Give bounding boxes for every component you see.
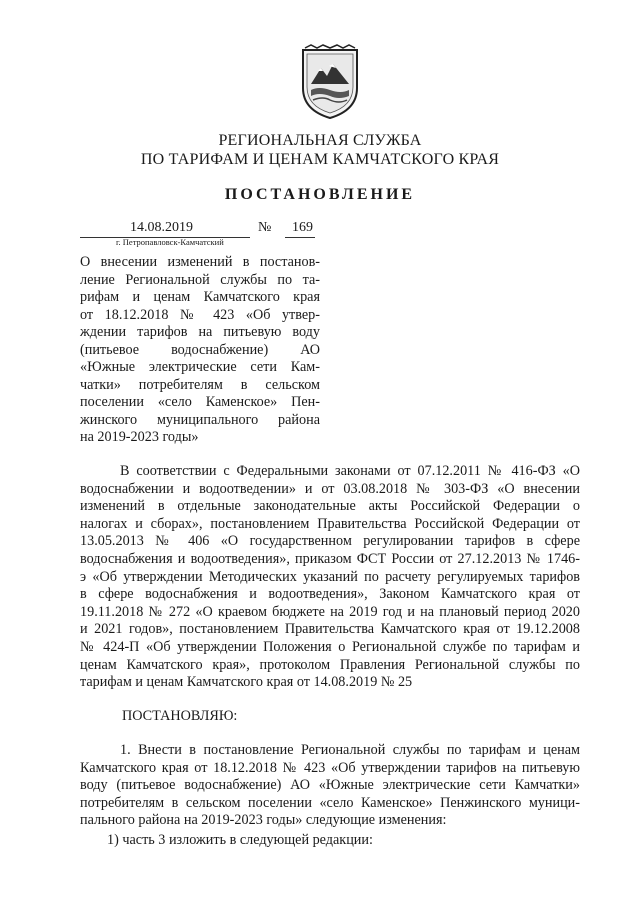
document-subject: [80, 254, 320, 447]
subject-line: О внесении изменений в постанов-: [80, 254, 320, 270]
subject-line: «Южные электрические сети Кам-: [80, 359, 320, 375]
item-1-paragraph: [80, 742, 580, 830]
subitem-1: 1) часть 3 изложить в следующей редакции:: [107, 832, 373, 848]
subject-line: ление Региональной службы по та-: [80, 271, 320, 288]
basis-line: изменений в отдельные законодательные акты Российской Федерации о: [80, 498, 580, 515]
basis-line: 19.11.2018 № 272 «О краевом бюджете на 2019 год и на плановый период 2020: [80, 603, 580, 620]
subject-line: ждении тарифов на питьевую воду: [80, 324, 320, 340]
date-number-line: [80, 220, 560, 250]
basis-line: № 424-П «Об утверждении Положения о Региональной службе по тарифам и: [80, 638, 580, 655]
resolve-heading: ПОСТАНОВЛЯЮ:: [122, 708, 238, 724]
document-number: 169: [292, 220, 313, 235]
organization-name-line1: РЕГИОНАЛЬНАЯ СЛУЖБА: [218, 132, 422, 149]
basis-line: и 2021 годов», постановлением Правительства Камчатского края от 19.12.2008: [80, 621, 580, 638]
document-date: 14.08.2019: [130, 220, 193, 235]
basis-line: ценам Камчатского края», протоколом Правления Региональной службы по: [80, 656, 580, 673]
subject-line: рифам и ценам Камчатского края: [80, 289, 320, 305]
organization-name-line2: ПО ТАРИФАМ И ЦЕНАМ КАМЧАТСКОГО КРАЯ: [140, 151, 500, 168]
subject-line: поселении «село Каменское» Пен-: [80, 394, 320, 410]
basis-line: налогах и сборах», постановлением Правительства Российской Федерации от: [80, 515, 580, 532]
basis-line: э «Об утверждении Методических указаний по расчету регулируемых тарифов: [80, 568, 580, 585]
item-1-line: потребителям в сельском поселении «село Каменское» Пенжинского муници-: [80, 794, 580, 811]
subject-line: чатки» потребителям в сельском: [80, 376, 320, 393]
basis-line: водоснабжения и водоотведения», приказом ФСТ России от 27.12.2013 № 1746-: [80, 550, 580, 567]
subject-line: жинского муниципального района: [80, 411, 320, 428]
subject-line: на 2019-2023 годы»: [80, 429, 199, 445]
subject-line: (питьевое водоснабжение) АО: [80, 341, 320, 358]
item-1-line: 1. Внести в постановление Региональной службы по тарифам и ценам: [120, 742, 580, 758]
item-1-line: пального района на 2019-2023 годы» следующие изменения:: [80, 812, 447, 829]
basis-line: в сфере водоснабжения и водоотведения», Законом Камчатского края от: [80, 586, 580, 603]
coat-of-arms-emblem: [299, 44, 361, 120]
basis-line: В соответствии с Федеральными законами от 07.12.2011 № 416-ФЗ «О: [120, 463, 580, 479]
basis-line: водоснабжении и водоотведении» и от 03.08.2018 № 303-ФЗ «О внесении: [80, 480, 580, 497]
number-underline: [285, 237, 315, 238]
basis-line: тарифам и ценам Камчатского края от 14.08.2019 № 25: [80, 674, 413, 691]
document-type: ПОСТАНОВЛЕНИЕ: [224, 186, 416, 203]
basis-line: 13.05.2013 № 406 «О государственном регулировании тарифов в сфере: [80, 533, 580, 550]
number-sign: №: [258, 220, 272, 235]
basis-paragraph: [80, 463, 580, 692]
item-1-line: Камчатского края от 18.12.2018 № 423 «Об утверждении тарифов на питьевую: [80, 759, 580, 776]
city-name: г. Петропавловск-Камчатский: [116, 237, 224, 247]
item-1-line: воду (питьевое водоснабжение) АО «Южные электрические сети Камчатки»: [80, 777, 580, 794]
subject-line: от 18.12.2018 № 423 «Об утвер-: [80, 306, 320, 323]
